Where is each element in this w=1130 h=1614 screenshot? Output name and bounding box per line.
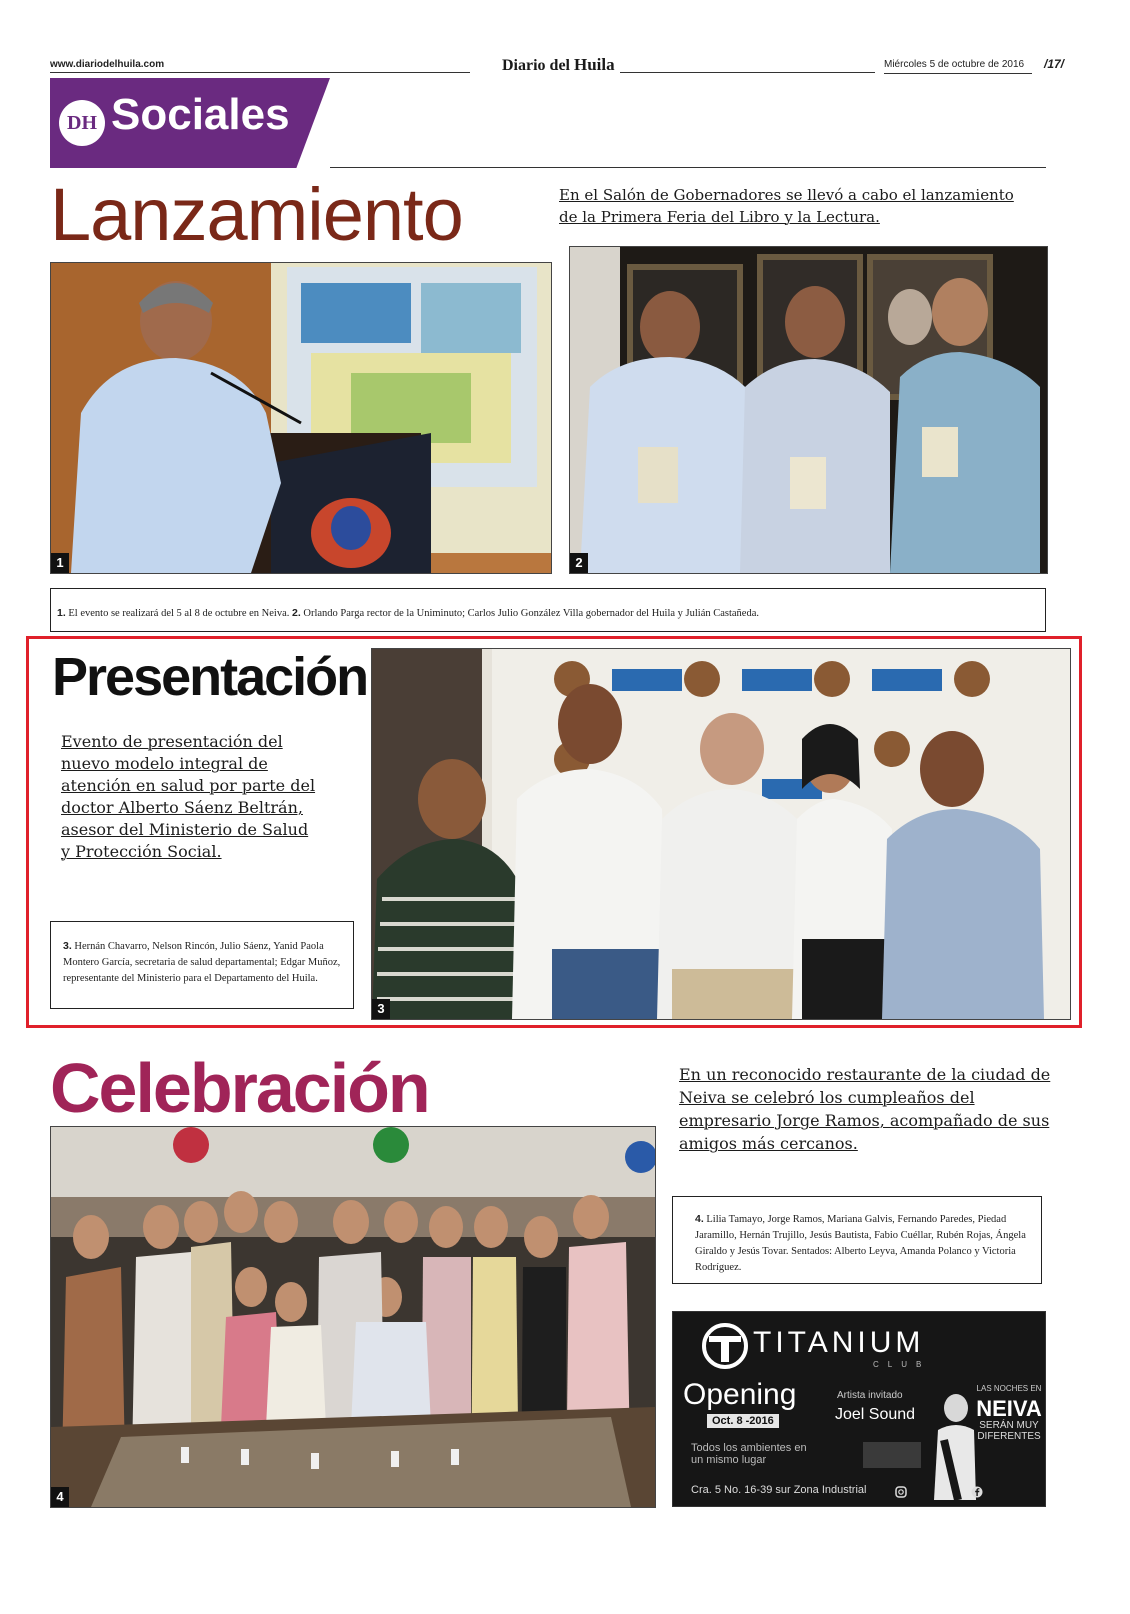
photo-speaker-at-podium — [50, 262, 552, 574]
caption-text-4: Lilia Tamayo, Jorge Ramos, Mariana Galvis, Fernando Paredes, Piedad Jaramillo, Hernán Trujillo, Jesús Bautista, Fabio Cuéllar, Rubén Rojas, Ángela Giraldo y Jesús Tovar. Sentados: Alberto Leyva, Amanda Polanco y Victoria Rodríguez. — [695, 1214, 1026, 1273]
photo-2-illustration — [570, 247, 1047, 573]
photo-1-illustration — [51, 263, 551, 573]
caption-lanzamiento — [50, 588, 1046, 632]
titanium-logo-icon — [701, 1322, 749, 1370]
caption-number-3: 3. — [63, 940, 72, 952]
ad-tagline: SERÁN MUY DIFERENTES — [977, 1420, 1041, 1442]
paper-name-part1: Diario del — [502, 57, 574, 74]
section-rule — [330, 167, 1046, 168]
caption-number-2: 2. — [292, 607, 301, 619]
dh-logo: DH — [59, 100, 105, 146]
header-rule-right — [884, 73, 1032, 74]
photo-birthday-group — [50, 1126, 656, 1508]
ad-todos: Todos los ambientes en un mismo lugar — [691, 1442, 807, 1466]
page-number: /17/ — [1044, 57, 1065, 71]
ad-city: NEIVA — [976, 1396, 1042, 1421]
dj-silhouette-icon — [928, 1390, 978, 1500]
caption-text-1: El evento se realizará del 5 al 8 de octubre en Neiva. — [65, 608, 292, 619]
deck-lanzamiento: En el Salón de Gobernadores se llevó a cabo el lanzamiento de la Primera Feria del Libro y la Lectura. — [559, 186, 1014, 226]
header-rule-mid — [620, 72, 875, 73]
paper-name-part2: Huila — [574, 55, 615, 74]
caption-text-2: Orlando Parga rector de la Uniminuto; Carlos Julio González Villa gobernador del Huila y Julián Castañeda. — [300, 608, 760, 619]
ad-club: CLUB — [873, 1360, 931, 1369]
ad-artist: Joel Sound — [835, 1406, 916, 1423]
instagram-icon — [895, 1486, 907, 1498]
ad-date: Oct. 8 -2016 — [707, 1414, 779, 1428]
caption-text-3: Hernán Chavarro, Nelson Rincón, Julio Sáenz, Yanid Paola Montero García, secretaria de salud departamental; Edgar Muñoz, representante del Ministerio para el Departamento del Huila. — [63, 941, 341, 984]
photo-4-illustration — [51, 1127, 655, 1507]
heading-presentacion: Presentación — [52, 647, 368, 707]
caption-celebracion — [672, 1196, 1042, 1284]
photo-number-1: 1 — [51, 553, 69, 573]
photo-five-people-event — [371, 648, 1071, 1020]
facebook-icon — [971, 1486, 983, 1498]
photo-number-2: 2 — [570, 553, 588, 573]
ad-artist-label: Artista invitado — [837, 1390, 903, 1401]
site-url: www.diariodelhuila.com — [50, 59, 165, 70]
photo-3-illustration — [372, 649, 1070, 1019]
paper-name — [502, 55, 615, 75]
heading-celebracion: Celebración — [50, 1049, 429, 1127]
heading-lanzamiento: Lanzamiento — [50, 173, 463, 256]
header-rule-left — [50, 72, 470, 73]
issue-date: Miércoles 5 de octubre de 2016 — [884, 59, 1025, 70]
photo-number-3: 3 — [372, 999, 390, 1019]
ad-brand: TITANIUM — [753, 1326, 925, 1359]
caption-number-4: 4. — [695, 1213, 704, 1225]
ad-sponsor-logo — [863, 1442, 921, 1468]
ad-noches: LAS NOCHES EN — [976, 1384, 1042, 1393]
photo-number-4: 4 — [51, 1487, 69, 1507]
deck-presentacion: Evento de presentación del nuevo modelo integral de atención en salud por parte del doctor Alberto Sáenz Beltrán, asesor del Ministerio de Salud y Protección Social. — [61, 732, 316, 861]
section-label: Sociales — [111, 90, 290, 139]
advertisement-titanium — [672, 1311, 1046, 1507]
caption-number-1: 1. — [57, 607, 66, 619]
ad-address: Cra. 5 No. 16-39 sur Zona Industrial — [691, 1484, 867, 1496]
caption-presentacion — [50, 921, 354, 1009]
deck-celebracion: En un reconocido restaurante de la ciudad de Neiva se celebró los cumpleaños del empresario Jorge Ramos, acompañado de sus amigos más cercanos. — [679, 1065, 1051, 1153]
photo-three-men-with-books — [569, 246, 1048, 574]
ad-opening: Opening — [683, 1378, 797, 1411]
